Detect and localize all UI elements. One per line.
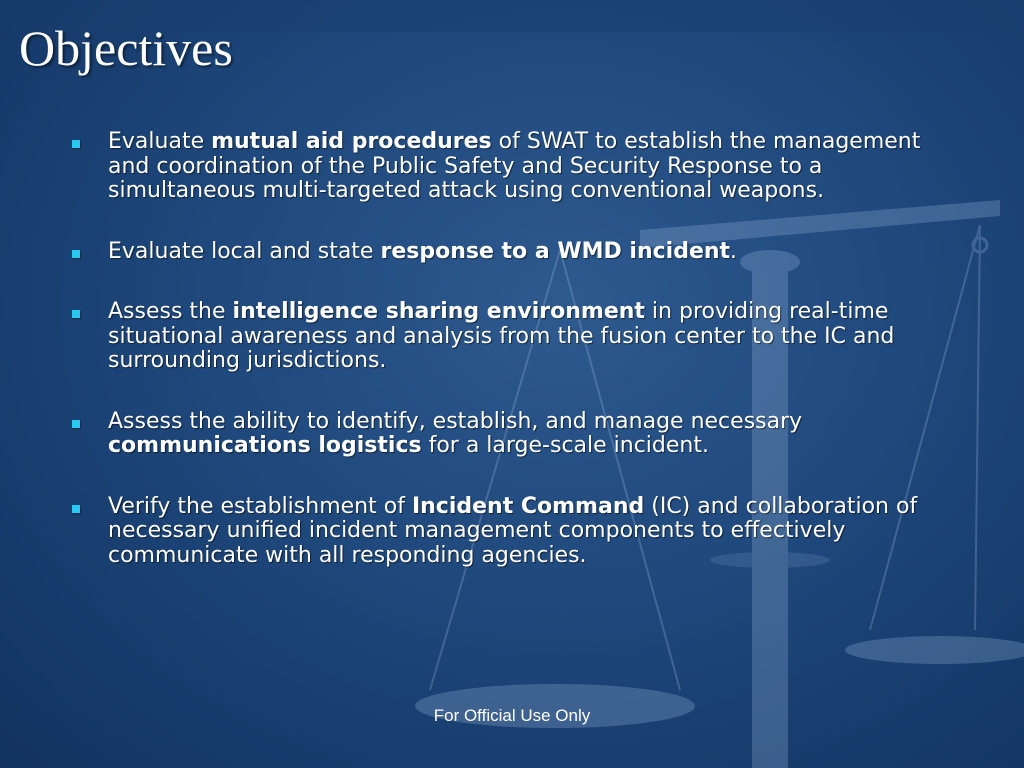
bullet-emphasis: mutual aid procedures: [211, 129, 492, 154]
bullet-item: [72, 240, 962, 265]
bullet-emphasis: Incident Command: [411, 493, 645, 519]
bullet-text: in providing real-time situational awareness and analysis from the fusion center to the IC and surrounding jurisdictions.: [108, 299, 895, 373]
objectives-list: [72, 130, 962, 604]
square-bullet-icon: [72, 420, 80, 428]
bullet-emphasis: response to a WMD incident: [380, 238, 731, 264]
bullet-text: Assess the ability to identify, establish, and manage necessary: [108, 408, 803, 434]
bullet-emphasis: intelligence sharing environment: [232, 299, 645, 324]
bullet-item: [72, 495, 962, 569]
bullet-text: Evaluate: [108, 129, 212, 154]
bullet-emphasis: communications logistics: [108, 433, 422, 458]
bullet-text: for a large-scale incident.: [421, 433, 709, 458]
bullet-item: [72, 300, 962, 374]
bullet-text: Evaluate local and state: [108, 238, 381, 264]
square-bullet-icon: [72, 140, 80, 148]
footer-classification: For Official Use Only: [433, 706, 591, 725]
square-bullet-icon: [72, 505, 80, 513]
bullet-item: [72, 130, 962, 204]
bullet-text: Assess the: [108, 299, 233, 324]
bullet-text: Verify the establishment of: [108, 493, 412, 519]
bullet-text: .: [730, 238, 738, 264]
square-bullet-icon: [72, 250, 80, 258]
slide-title: Objectives: [19, 20, 233, 76]
bullet-text: (IC) and collaboration of necessary unified incident management components to effectively communicate with all responding agencies.: [108, 493, 918, 568]
square-bullet-icon: [72, 310, 80, 318]
bullet-item: [72, 410, 962, 459]
bullet-text: of SWAT to establish the management and coordination of the Public Safety and Security Response to a simultaneous multi-targeted attack using conventional weapons.: [108, 129, 921, 203]
